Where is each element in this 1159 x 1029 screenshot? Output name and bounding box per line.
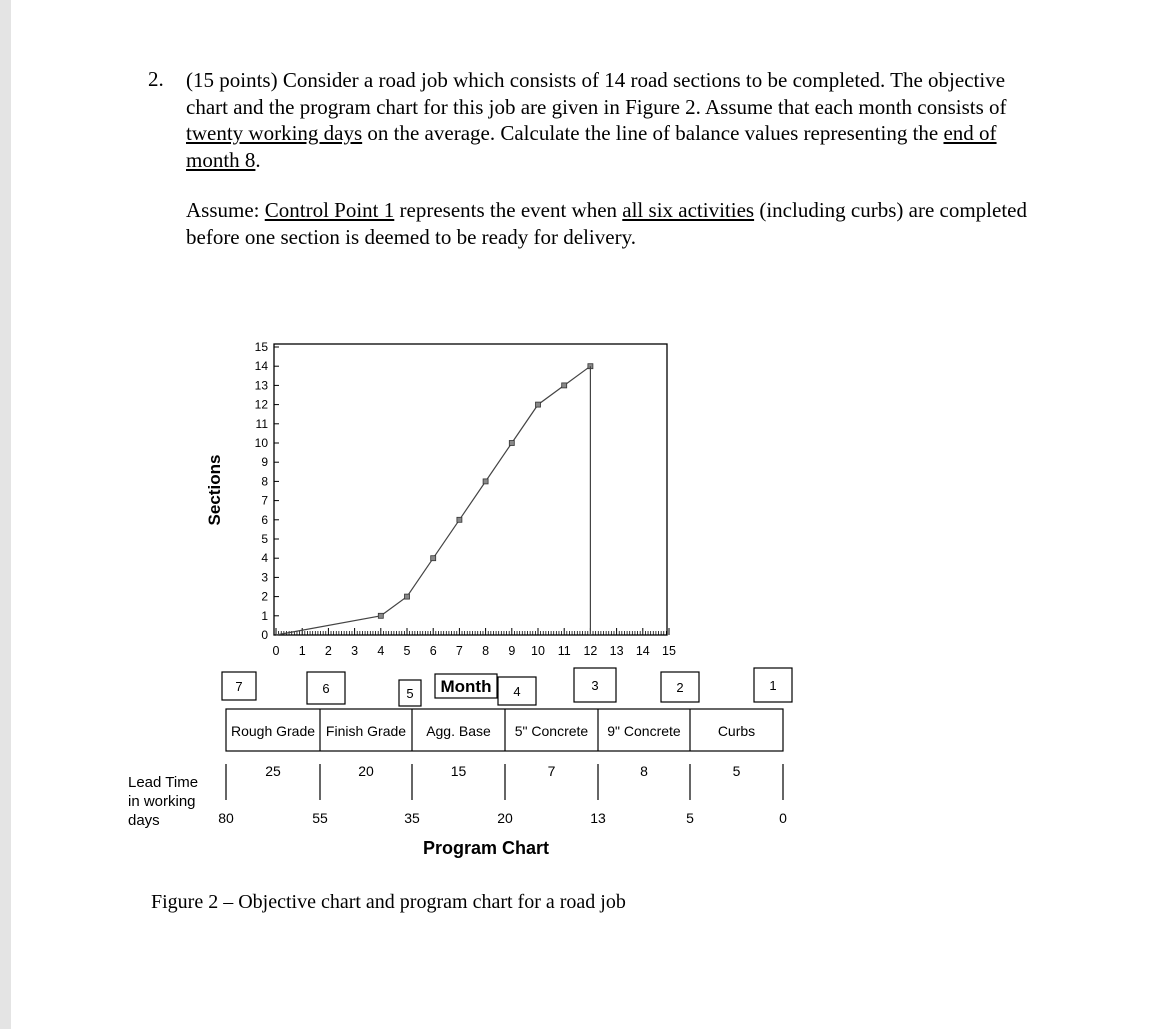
lead-time-value: 13	[590, 810, 606, 826]
y-tick-label: 2	[261, 589, 268, 604]
data-point-marker	[405, 594, 410, 599]
text-run: .	[255, 147, 261, 172]
program-chart-title: Program Chart	[422, 838, 550, 858]
control-point-number: 5	[406, 686, 414, 701]
control-point-number: 6	[322, 681, 330, 696]
objective-line	[276, 366, 590, 635]
lead-time-value: 0	[779, 810, 787, 826]
underlined-text: twenty working days	[186, 121, 363, 145]
activity-name: 9" Concrete	[607, 723, 681, 739]
y-axis-title: Sections	[205, 454, 224, 526]
y-tick-label: 10	[254, 436, 268, 450]
x-tick-label: 1	[298, 644, 306, 658]
y-tick-label: 1	[261, 608, 268, 623]
activity-duration: 20	[358, 763, 374, 779]
x-tick-label: 2	[324, 644, 332, 658]
activity-duration: 5	[732, 763, 741, 779]
activity-name: Finish Grade	[325, 723, 407, 739]
month-axis-label: Month	[440, 677, 492, 696]
y-tick-label: 13	[254, 378, 268, 393]
control-point-number: 1	[769, 678, 777, 693]
x-tick-label: 15	[662, 644, 676, 658]
data-point-marker	[431, 556, 436, 561]
control-point-number: 4	[513, 684, 521, 699]
x-tick-label: 10	[531, 644, 545, 658]
x-tick-label: 13	[609, 644, 624, 658]
underlined-text: end of month 8	[186, 121, 997, 172]
data-point-marker	[457, 517, 462, 522]
activity-duration: 7	[547, 763, 556, 779]
data-point-marker	[378, 613, 383, 618]
lead-time-value: 35	[404, 810, 420, 826]
text-run: Assume:	[186, 198, 265, 222]
text-run: represents the event when	[394, 198, 623, 222]
activity-name: 5" Concrete	[514, 723, 589, 739]
y-tick-label: 5	[261, 532, 268, 546]
x-tick-label: 4	[377, 644, 385, 658]
x-tick-label: 9	[508, 644, 516, 658]
data-point-marker	[536, 402, 541, 407]
lead-time-value: 80	[218, 810, 234, 826]
program-chart	[128, 668, 792, 829]
x-tick-label: 11	[557, 644, 571, 658]
lead-time-value: 5	[686, 810, 694, 826]
underlined-text: all six activities	[622, 198, 755, 222]
activity-name: Agg. Base	[426, 723, 491, 739]
underlined-text: Control Point 1	[264, 198, 395, 222]
x-tick-label: 6	[429, 644, 437, 658]
question-number: 2.	[148, 67, 164, 91]
control-point-number: 7	[235, 679, 243, 694]
y-tick-label: 9	[261, 455, 268, 470]
x-tick-label: 8	[482, 644, 490, 658]
x-tick-label: 14	[635, 644, 650, 658]
data-point-marker	[509, 441, 514, 446]
x-tick-label: 5	[403, 644, 411, 658]
y-axis	[255, 340, 279, 642]
y-tick-label: 3	[261, 570, 268, 585]
text-run: (including curbs) are completed before one section is deemed to be ready for delivery.	[186, 198, 1027, 249]
y-tick-label: 11	[255, 416, 268, 431]
lead-time-value: 55	[312, 810, 328, 826]
lead-time-axis-label: in working	[128, 793, 196, 810]
lead-time-value: 20	[497, 810, 513, 826]
activity-duration: 15	[450, 763, 467, 779]
x-tick-label: 12	[583, 644, 598, 658]
y-tick-label: 12	[254, 397, 268, 412]
text-run: on the average. Calculate the line of balance values representing the	[362, 121, 944, 145]
objective-curve	[276, 364, 593, 635]
objective-chart-frame	[274, 344, 667, 635]
y-tick-label: 6	[261, 512, 268, 527]
x-tick-label: 0	[272, 644, 280, 658]
y-tick-label: 8	[261, 474, 268, 489]
control-point-number: 3	[591, 678, 599, 693]
y-tick-label: 15	[254, 340, 268, 354]
lead-time-axis-label: days	[128, 812, 160, 829]
data-point-marker	[562, 383, 567, 388]
x-tick-label: 7	[455, 644, 463, 658]
figure-caption: Figure 2 – Objective chart and program chart for a road job	[151, 891, 626, 913]
y-tick-label: 4	[261, 551, 268, 566]
x-tick-label: 3	[351, 644, 359, 658]
lead-time-axis-label: Lead Time	[128, 774, 199, 791]
activity-name: Curbs	[717, 723, 756, 739]
activity-duration: 25	[265, 763, 281, 779]
text-run: (15 points) Consider a road job which consists of 14 road sections to be completed. The objective chart and the program chart for this job are given in Figure 2. Assume that each month consists of	[186, 68, 1007, 119]
y-tick-label: 14	[254, 359, 268, 374]
data-point-marker	[483, 479, 488, 484]
control-point-number: 2	[676, 680, 684, 695]
y-tick-label: 0	[261, 628, 268, 642]
activity-duration: 8	[640, 763, 648, 779]
activity-name: Rough Grade	[230, 723, 316, 739]
x-axis	[273, 628, 676, 658]
y-tick-label: 7	[261, 493, 268, 508]
